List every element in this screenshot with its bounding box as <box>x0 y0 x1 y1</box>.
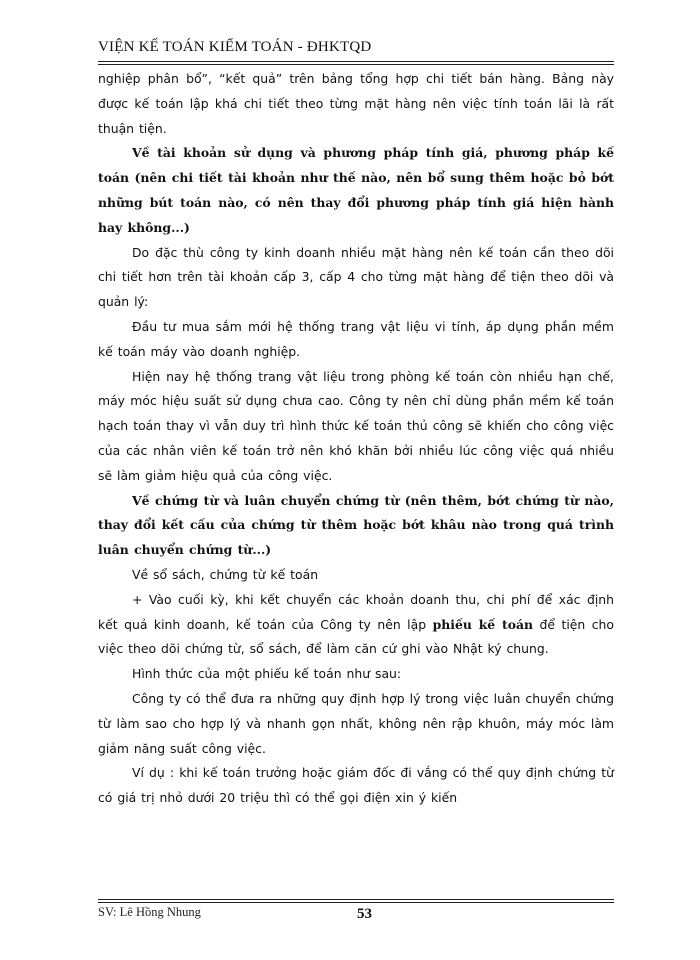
document-body <box>98 67 614 811</box>
paragraph-detail-accounts: Do đặc thù công ty kinh doanh nhiều mặt hàng nên kế toán cần theo dõi chi tiết hơn trên tài khoản cấp 3, cấp 4 cho từng mặt hàng để tiện theo dõi và quản lý: <box>98 244 614 310</box>
footer-rule-1 <box>98 899 614 900</box>
paragraph-current-equipment: Hiện nay hệ thống trang vật liệu trong phòng kế toán còn nhiều hạn chế, máy móc hiệu suất sử dụng chưa cao. Công ty nên chỉ dùng phần mềm kế toán hạch toán thay vì vẫn duy trì hình thức kế toán thủ công sẽ khiến cho công việc của các nhân viên kế toán trở nên khó khăn bởi nhiều lúc công việc quá nhiều sẽ làm giảm hiệu quả của công việc. <box>98 368 614 483</box>
paragraph-rules: Công ty có thể đưa ra những quy định hợp lý trong việc luân chuyển chứng từ làm sao cho hợp lý và nhanh gọn nhất, không nên rập khuôn, máy móc làm giảm năng suất công việc. <box>98 690 614 756</box>
footer-rule-2 <box>98 902 614 903</box>
section-heading-accounts: Về tài khoản sử dụng và phương pháp tính giá, phương pháp kế toán (nên chi tiết tài khoản như thế nào, nên bổ sung thêm hoặc bỏ bớt những bút toán nào, có nên thay đổi phương pháp tính giá hiện hành hay không...) <box>98 145 614 235</box>
section-heading-vouchers: Về chứng từ và luân chuyển chứng từ (nên thêm, bớt chứng từ nào, thay đổi kết cấu của chứng từ thêm hoặc bớt khâu nào trong quá trình luân chuyển chứng từ...) <box>98 492 614 558</box>
period-end-bold-term: phiếu kế toán <box>432 616 534 632</box>
header-rule-1 <box>98 61 614 62</box>
paragraph-invest-software: Đầu tư mua sắm mới hệ thống trang vật liệu vi tính, áp dụng phần mềm kế toán máy vào doanh nghiệp. <box>98 318 614 359</box>
student-name: SV: Lê Hồng Nhung <box>98 905 201 919</box>
paragraph-example: Ví dụ : khi kế toán trưởng hoặc giám đốc đi vắng có thể quy định chứng từ có giá trị nhỏ dưới 20 triệu thì có thể gọi điện xin ý kiến <box>98 765 614 806</box>
paragraph-books-vouchers: Về sổ sách, chứng từ kế toán <box>132 566 319 582</box>
period-end-text-a: + Vào cuối kỳ, khi kết chuyển các khoản doanh thu, chi phí để xác định kết quả kinh doanh, kế toán của Công ty nên lập <box>98 591 614 632</box>
paragraph-period-end <box>98 588 614 662</box>
paragraph-voucher-form: Hình thức của một phiếu kế toán như sau: <box>132 666 402 682</box>
paragraph-continuation: nghiệp phân bổ”, “kết quả” trên bảng tổng hợp chi tiết bán hàng. Bảng này được kế toán lập khá chi tiết theo từng mặt hàng nên việc tính toán lãi là rất thuận tiện. <box>98 71 614 136</box>
period-end-text-b: để tiện cho việc theo dõi chứng từ, sổ sách, để làm căn cứ ghi vào Nhật ký chung. <box>98 616 614 657</box>
page-header-title: VIỆN KẾ TOÁN KIỂM TOÁN - ĐHKTQD <box>98 39 372 55</box>
page-number: 53 <box>357 906 372 922</box>
header-rule-2 <box>98 64 614 65</box>
